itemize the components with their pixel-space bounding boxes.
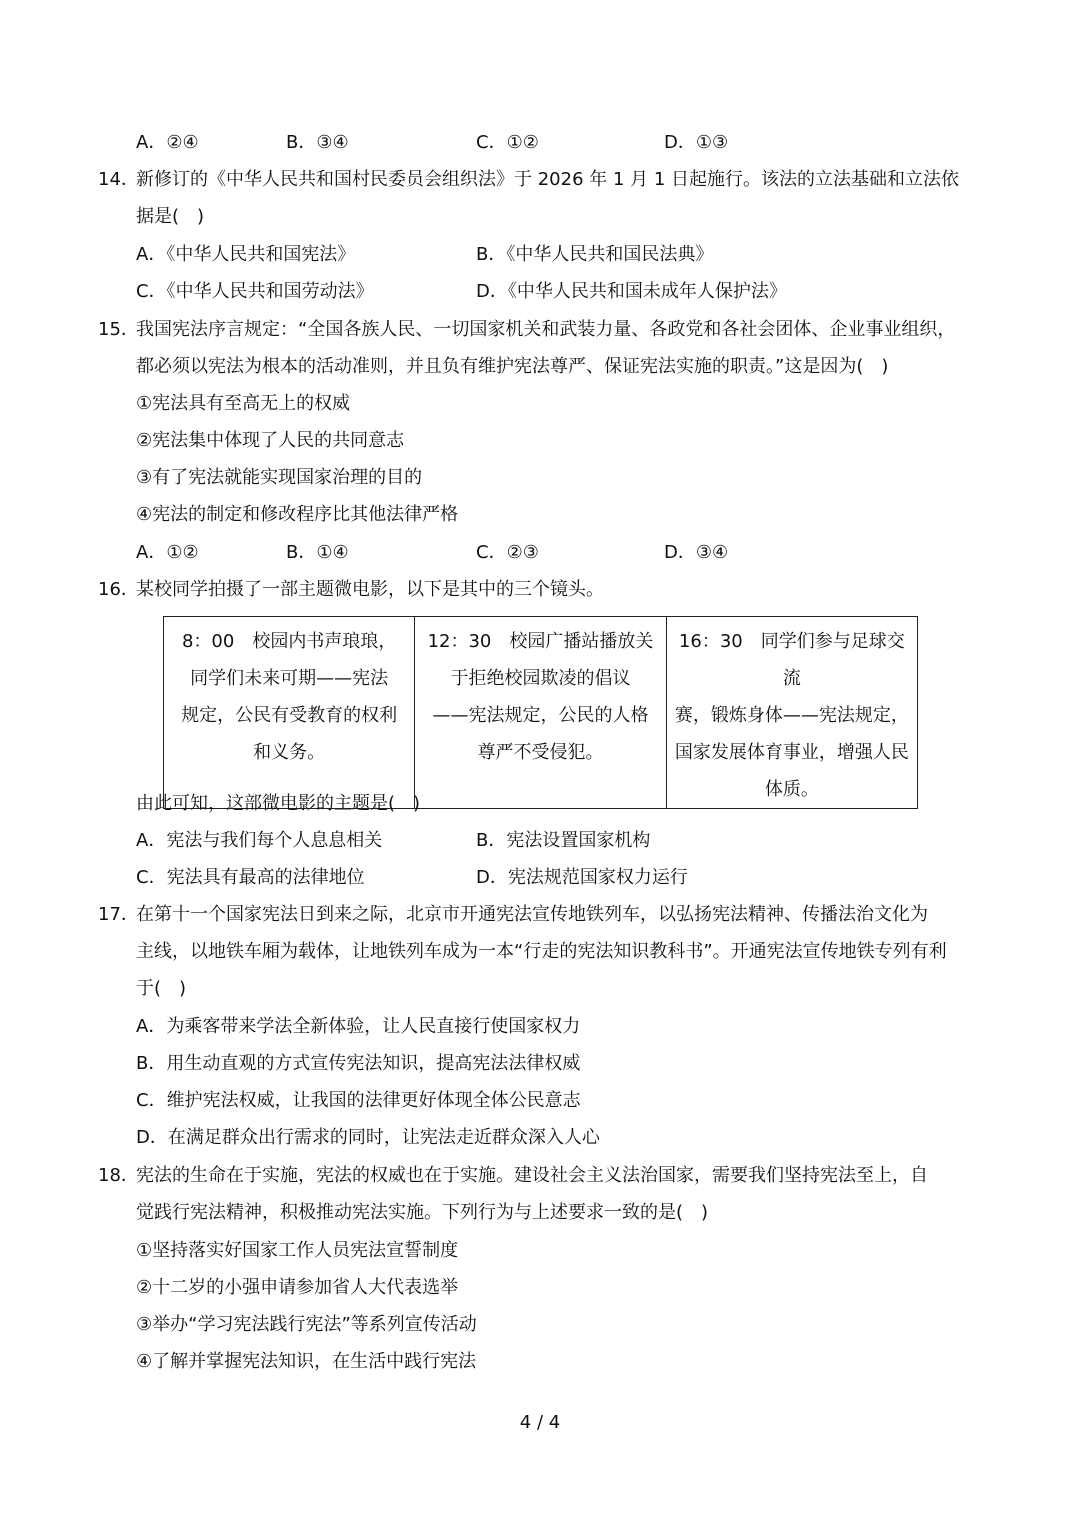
q14-number: 14．	[98, 169, 139, 190]
q17-option-d: D．在满足群众出行需求的同时，让宪法走近群众深入人心	[136, 1127, 600, 1148]
q16-stem	[98, 577, 604, 603]
q16-option-b: B．宪法设置国家机构	[476, 830, 651, 851]
q16-shot-3	[666, 617, 917, 809]
q16-shot-2-line: 于拒绝校园欺凌的倡议	[450, 668, 631, 689]
q17-option-c: C．维护宪法权威，让我国的法律更好体现全体公民意志	[136, 1090, 581, 1111]
q16-shot-3-line: 16：30 同学们参与足球交流	[678, 631, 905, 689]
q16-shot-3-line: 赛，锻炼身体——宪法规定，	[674, 705, 909, 726]
q16-shot-2	[415, 617, 666, 809]
q18-stem-line1: 宪法的生命在于实施，宪法的权威也在于实施。建设社会主义法治国家，需要我们坚持宪法至上，自	[136, 1165, 928, 1186]
q15-stem-line1: 我国宪法序言规定：“全国各族人民、一切国家机关和武装力量、各政党和各社会团体、企业事业组织，	[136, 319, 956, 340]
q18-statement-4: ④了解并掌握宪法知识，在生活中践行宪法	[136, 1351, 477, 1372]
q15-statement-2: ②宪法集中体现了人民的共同意志	[136, 430, 405, 451]
q18-statement-3: ③举办“学习宪法践行宪法”等系列宣传活动	[136, 1314, 477, 1335]
q16-shot-1	[164, 617, 415, 809]
q17-number: 17．	[98, 904, 139, 925]
q17-stem-line1: 在第十一个国家宪法日到来之际，北京市开通宪法宣传地铁列车，以弘扬宪法精神、传播法治文化为	[136, 904, 928, 925]
q16-option-d: D．宪法规范国家权力运行	[476, 867, 688, 888]
q18-statement-2: ②十二岁的小强申请参加省人大代表选举	[136, 1277, 459, 1298]
q18-number: 18．	[98, 1165, 139, 1186]
q16-shot-2-line: ——宪法规定，公民的人格	[432, 705, 649, 726]
q15-option-b: B．①④	[286, 542, 349, 563]
q16-shot-3-line: 体质。	[764, 779, 819, 800]
q15-number: 15．	[98, 319, 139, 340]
q14-option-a: A．《中华人民共和国宪法》	[136, 244, 356, 265]
q16-shot-2-line: 尊严不受侵犯。	[477, 742, 604, 763]
q16-shot-1-line: 8：00 校园内书声琅琅，	[181, 631, 397, 652]
q16-shot-1-line: 和义务。	[253, 742, 326, 763]
q15-option-d: D．③④	[664, 542, 729, 563]
q16-stem-text: 某校同学拍摄了一部主题微电影，以下是其中的三个镜头。	[136, 579, 604, 600]
q16-shots-table	[163, 616, 918, 809]
q18-stem	[98, 1163, 928, 1189]
q17-stem-line3: 于( )	[136, 978, 187, 999]
q15-statement-1: ①宪法具有至高无上的权威	[136, 393, 351, 414]
q16-shot-1-line: 同学们未来可期——宪法	[190, 668, 389, 689]
q13-option-c: C．①②	[476, 132, 539, 153]
q13-option-a: A．②④	[136, 132, 199, 153]
q17-stem	[98, 902, 928, 928]
q13-option-b: B．③④	[286, 132, 349, 153]
q14-option-b: B．《中华人民共和国民法典》	[476, 244, 714, 265]
q16-option-a: A．宪法与我们每个人息息相关	[136, 830, 383, 851]
q16-follow: 由此可知，这部微电影的主题是( )	[136, 793, 421, 814]
q14-option-d: D．《中华人民共和国未成年人保护法》	[476, 281, 787, 302]
q17-option-b: B．用生动直观的方式宣传宪法知识，提高宪法法律权威	[136, 1053, 581, 1074]
q14-stem	[98, 167, 959, 193]
q17-option-a: A．为乘客带来学法全新体验，让人民直接行使国家权力	[136, 1016, 581, 1037]
q14-option-c: C．《中华人民共和国劳动法》	[136, 281, 374, 302]
q16-number: 16．	[98, 579, 139, 600]
q14-stem-line1: 新修订的《中华人民共和国村民委员会组织法》于 2026 年 1 月 1 日起施行。该法的立法基础和立法依	[136, 169, 960, 190]
q18-statement-1: ①坚持落实好国家工作人员宪法宣誓制度	[136, 1240, 459, 1261]
q14-stem-line2: 据是( )	[136, 206, 205, 227]
q16-option-c: C．宪法具有最高的法律地位	[136, 867, 365, 888]
q15-statement-3: ③有了宪法就能实现国家治理的目的	[136, 467, 423, 488]
q15-option-a: A．①②	[136, 542, 199, 563]
q16-shot-3-line: 国家发展体育事业，增强人民	[674, 742, 909, 763]
q18-stem-line2: 觉践行宪法精神，积极推动宪法实施。下列行为与上述要求一致的是( )	[136, 1202, 709, 1223]
q16-shot-1-line: 规定，公民有受教育的权利	[181, 705, 398, 726]
q15-stem	[98, 317, 955, 343]
q17-stem-line2: 主线，以地铁车厢为载体，让地铁列车成为一本“行走的宪法知识教科书”。开通宪法宣传地铁专列有利	[136, 941, 947, 962]
q16-shot-2-line: 12：30 校园广播站播放关	[427, 631, 654, 652]
q15-statement-4: ④宪法的制定和修改程序比其他法律严格	[136, 504, 459, 525]
q13-option-d: D．①③	[664, 132, 729, 153]
q15-option-c: C．②③	[476, 542, 539, 563]
page-number: 4 / 4	[519, 1412, 561, 1433]
q15-stem-line2: 都必须以宪法为根本的活动准则，并且负有维护宪法尊严、保证宪法实施的职责。”这是因为( )	[136, 356, 889, 377]
q16-shots-row	[164, 617, 918, 809]
